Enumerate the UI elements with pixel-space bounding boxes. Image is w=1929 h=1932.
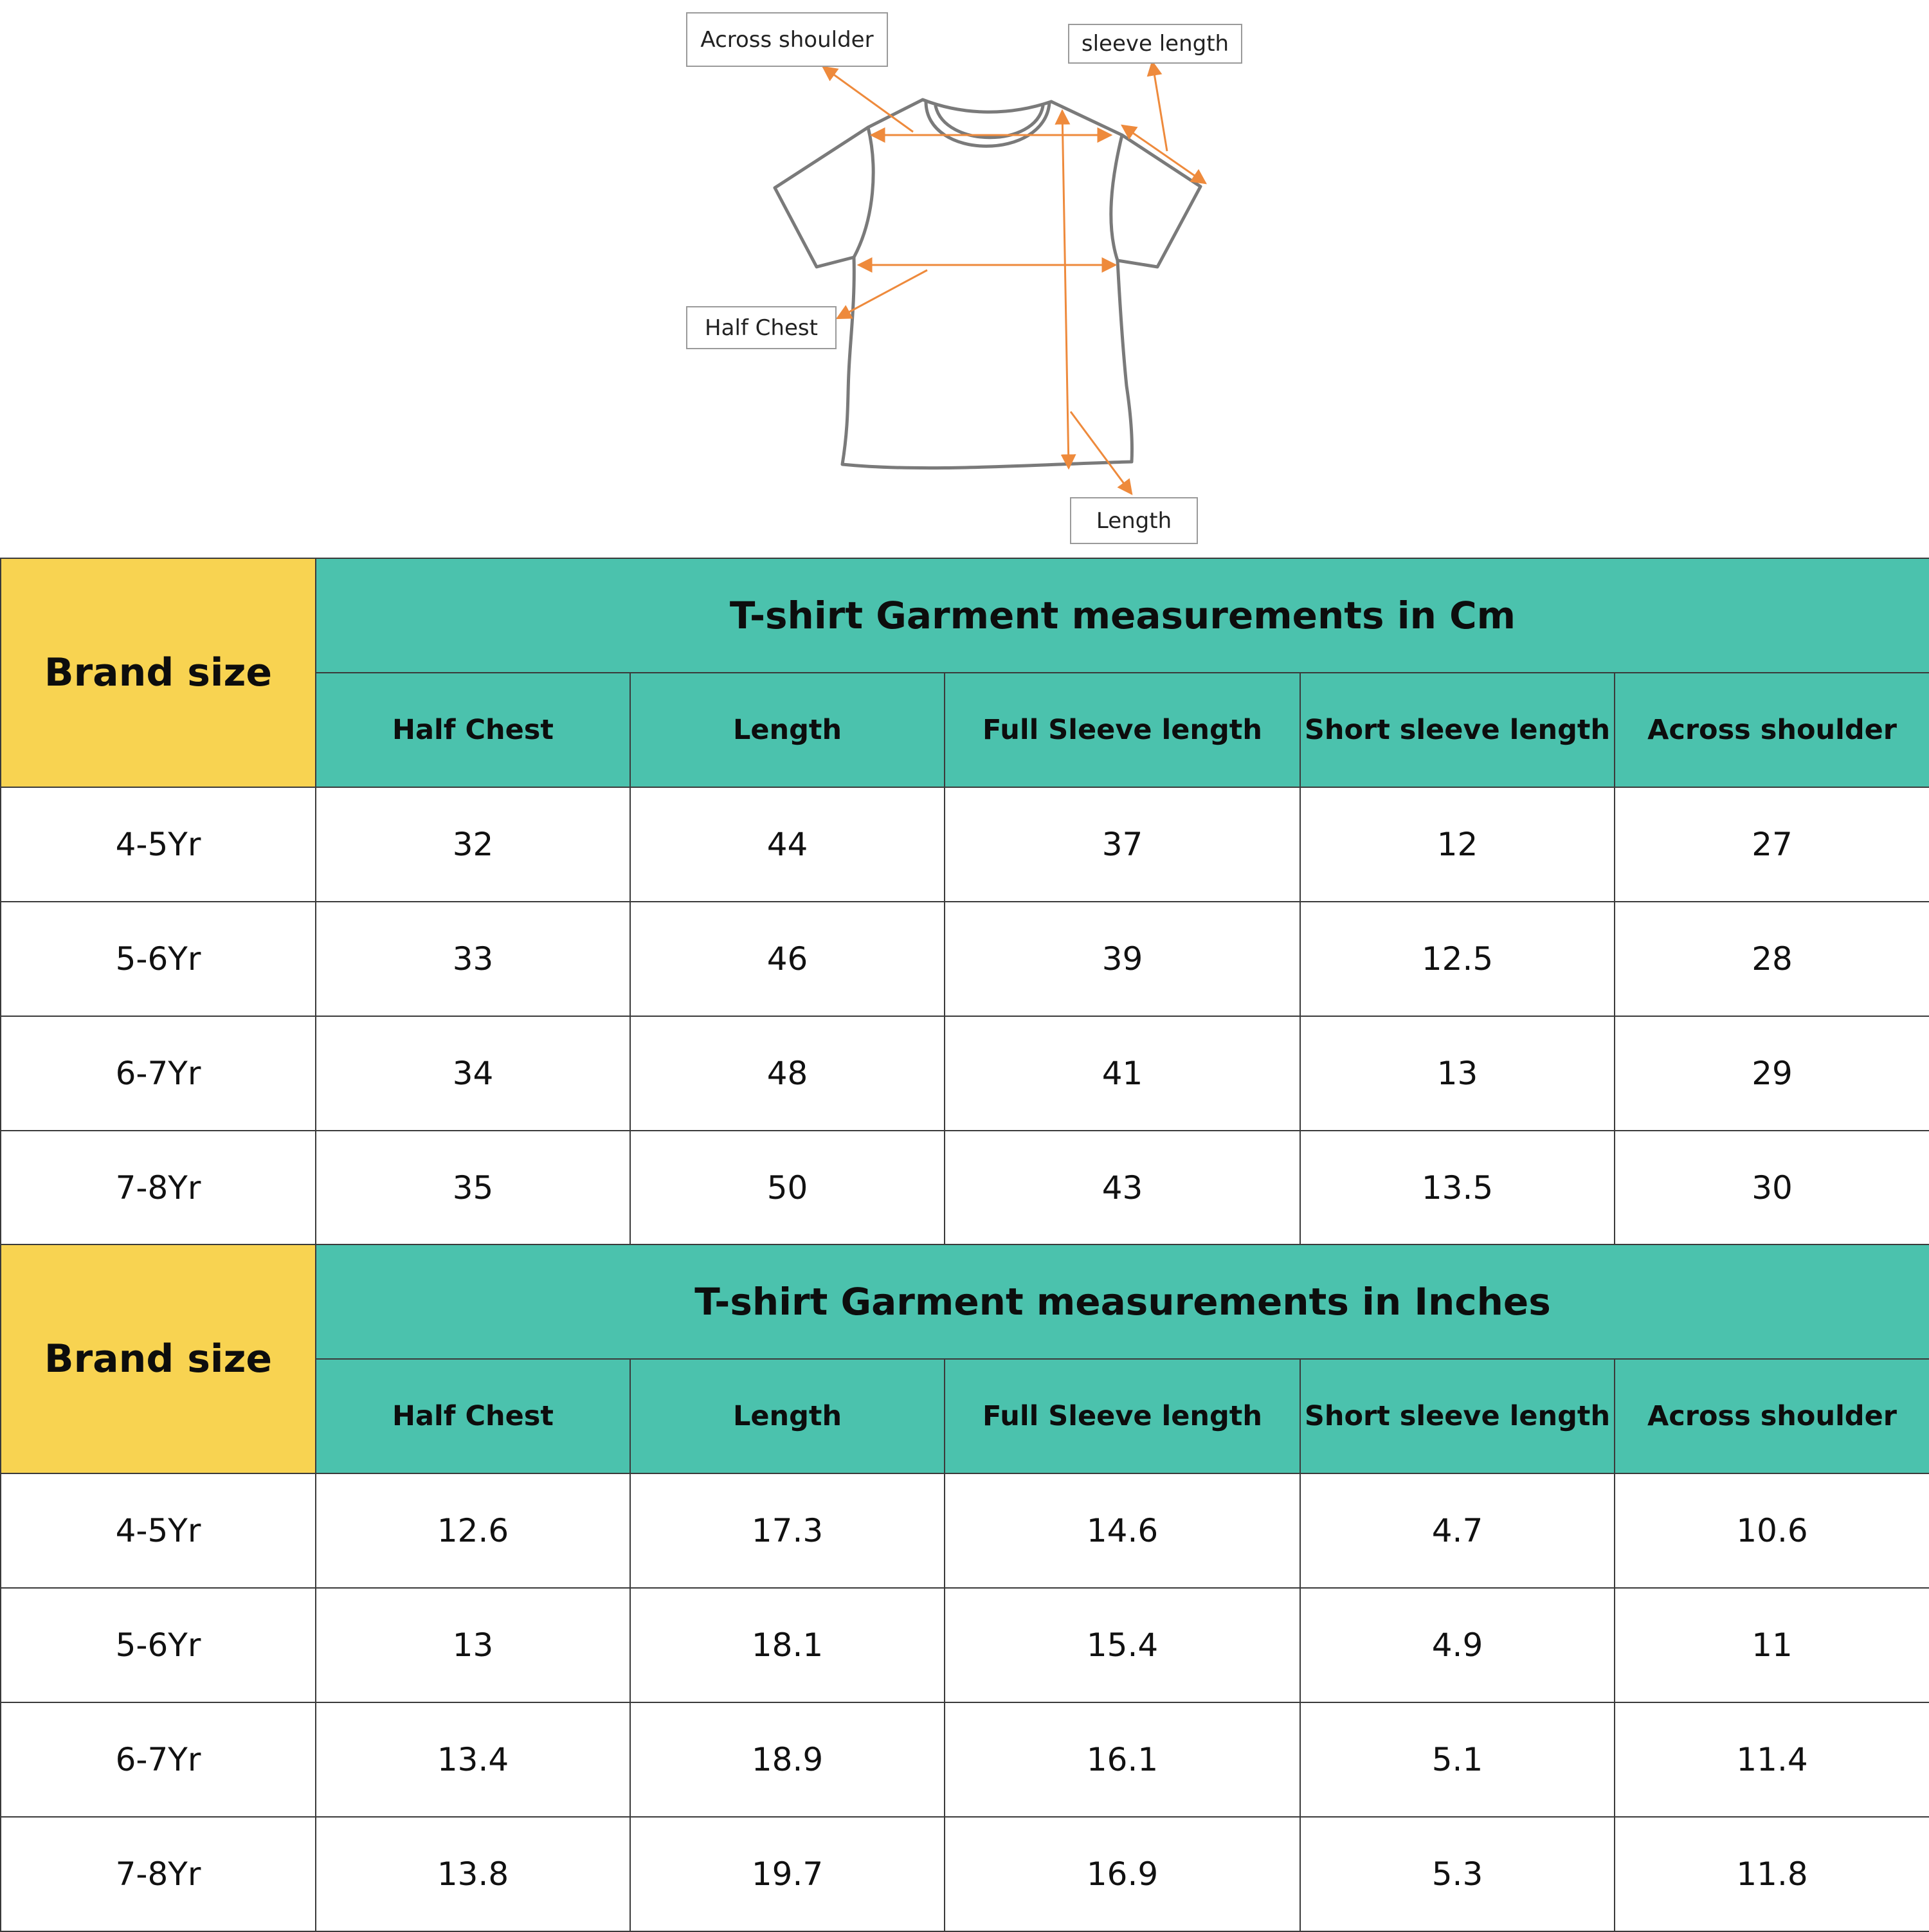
table-row: [1, 1817, 1929, 1931]
size-cell: 4-5Yr: [1, 1473, 316, 1588]
size-cell: 6-7Yr: [1, 1016, 316, 1131]
callout-length: Length: [1070, 497, 1198, 544]
value-cell: 50: [630, 1131, 945, 1245]
value-cell: 37: [945, 787, 1300, 902]
value-cell: 33: [316, 902, 630, 1016]
size-cell: 4-5Yr: [1, 787, 316, 902]
table-title: T-shirt Garment measurements in Cm: [316, 558, 1929, 673]
value-cell: 19.7: [630, 1817, 945, 1931]
table-row: [1, 1702, 1929, 1817]
callout-sleeve-length: sleeve length: [1068, 24, 1242, 64]
value-cell: 4.7: [1300, 1473, 1615, 1588]
value-cell: 41: [945, 1016, 1300, 1131]
value-cell: 43: [945, 1131, 1300, 1245]
brand-size-header: Brand size: [1, 1244, 316, 1473]
value-cell: 18.9: [630, 1702, 945, 1817]
size-cell: 7-8Yr: [1, 1817, 316, 1931]
col-header-across-shoulder: Across shoulder: [1615, 673, 1929, 787]
table-row: [1, 1588, 1929, 1702]
callout-half-chest: Half Chest: [686, 306, 837, 349]
brand-size-header: Brand size: [1, 558, 316, 787]
value-cell: 16.1: [945, 1702, 1300, 1817]
value-cell: 13: [316, 1588, 630, 1702]
value-cell: 11.4: [1615, 1702, 1929, 1817]
value-cell: 13.4: [316, 1702, 630, 1817]
size-cell: 5-6Yr: [1, 902, 316, 1016]
size-table-cm: [0, 558, 1929, 1246]
value-cell: 28: [1615, 902, 1929, 1016]
table-title-row: [1, 1244, 1929, 1359]
value-cell: 16.9: [945, 1817, 1300, 1931]
value-cell: 18.1: [630, 1588, 945, 1702]
value-cell: 12.5: [1300, 902, 1615, 1016]
value-cell: 14.6: [945, 1473, 1300, 1588]
col-header-across-shoulder: Across shoulder: [1615, 1359, 1929, 1473]
value-cell: 48: [630, 1016, 945, 1131]
value-cell: 44: [630, 787, 945, 902]
value-cell: 17.3: [630, 1473, 945, 1588]
value-cell: 13.5: [1300, 1131, 1615, 1245]
size-table-inches: [0, 1244, 1929, 1932]
tshirt-illustration: [0, 0, 1929, 557]
table-row: [1, 1131, 1929, 1245]
value-cell: 27: [1615, 787, 1929, 902]
tshirt-outline: [775, 100, 1200, 468]
table-row: [1, 902, 1929, 1016]
value-cell: 46: [630, 902, 945, 1016]
value-cell: 12.6: [316, 1473, 630, 1588]
value-cell: 4.9: [1300, 1588, 1615, 1702]
table-title: T-shirt Garment measurements in Inches: [316, 1244, 1929, 1359]
col-header-full-sleeve-length: Full Sleeve length: [945, 1359, 1300, 1473]
table-row: [1, 787, 1929, 902]
value-cell: 13: [1300, 1016, 1615, 1131]
size-cell: 7-8Yr: [1, 1131, 316, 1245]
tshirt-measurement-diagram: [0, 0, 1929, 557]
col-header-length: Length: [630, 1359, 945, 1473]
table-title-row: [1, 558, 1929, 673]
col-header-half-chest: Half Chest: [316, 1359, 630, 1473]
value-cell: 11: [1615, 1588, 1929, 1702]
col-header-length: Length: [630, 673, 945, 787]
value-cell: 10.6: [1615, 1473, 1929, 1588]
col-header-full-sleeve-length: Full Sleeve length: [945, 673, 1300, 787]
measurement-arrows: [823, 62, 1206, 494]
size-cell: 6-7Yr: [1, 1702, 316, 1817]
table-row: [1, 1016, 1929, 1131]
size-cell: 5-6Yr: [1, 1588, 316, 1702]
value-cell: 5.1: [1300, 1702, 1615, 1817]
col-header-half-chest: Half Chest: [316, 673, 630, 787]
value-cell: 11.8: [1615, 1817, 1929, 1931]
value-cell: 34: [316, 1016, 630, 1131]
table-row: [1, 1473, 1929, 1588]
value-cell: 5.3: [1300, 1817, 1615, 1931]
value-cell: 32: [316, 787, 630, 902]
callout-across-shoulder: Across shoulder: [686, 12, 888, 67]
col-header-short-sleeve-length: Short sleeve length: [1300, 1359, 1615, 1473]
value-cell: 35: [316, 1131, 630, 1245]
value-cell: 13.8: [316, 1817, 630, 1931]
value-cell: 15.4: [945, 1588, 1300, 1702]
col-header-short-sleeve-length: Short sleeve length: [1300, 673, 1615, 787]
value-cell: 12: [1300, 787, 1615, 902]
value-cell: 39: [945, 902, 1300, 1016]
value-cell: 29: [1615, 1016, 1929, 1131]
value-cell: 30: [1615, 1131, 1929, 1245]
